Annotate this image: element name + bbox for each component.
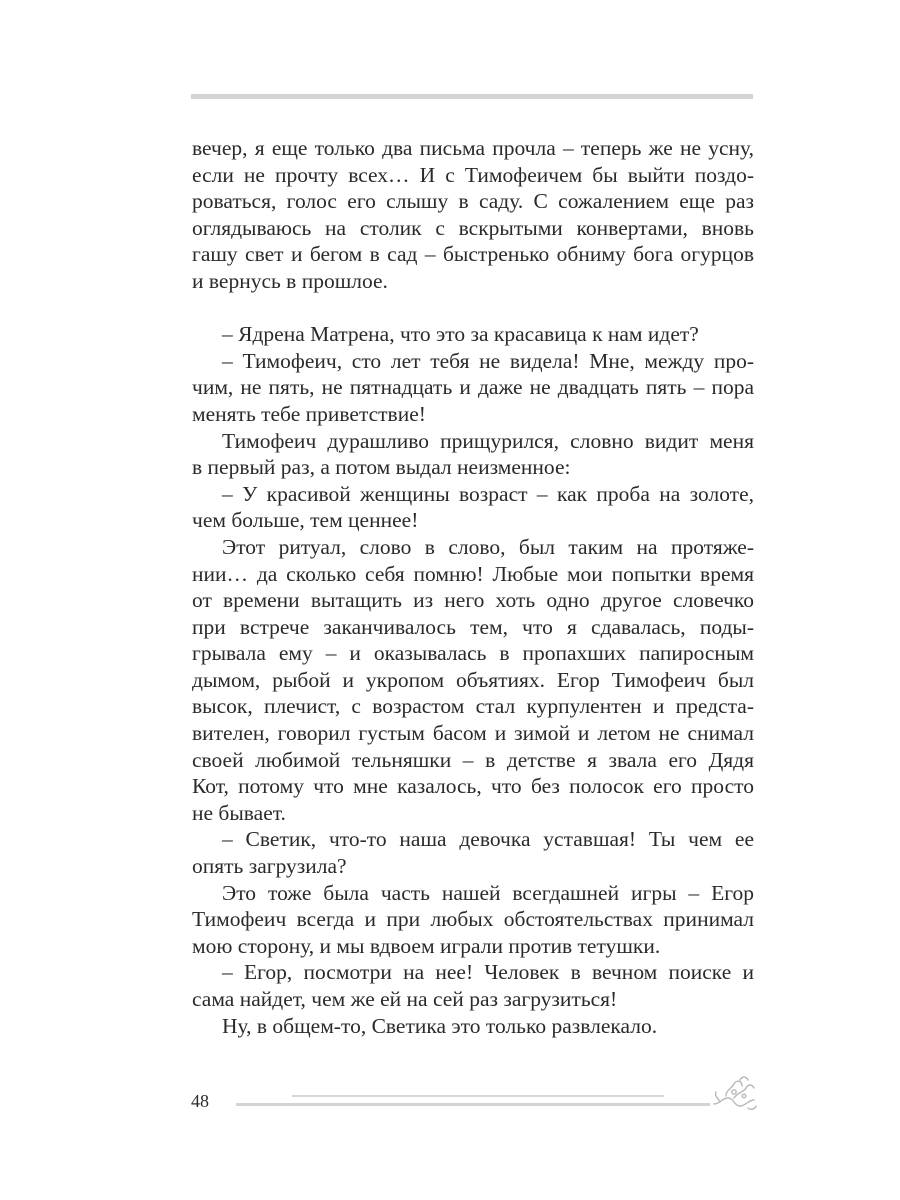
text-line: опять загрузила? [192,854,347,879]
text-line: не бывает. [192,800,286,825]
page-number: 48 [191,1091,209,1111]
text-line: вечер, я еще только два письма прочла – теперь же не усну, [192,136,754,160]
text-line: нии… да сколько себя помню! Любые мои попытки время [192,561,754,586]
text-line: сама найдет, чем же ей на сей раз загрузиться! [192,987,618,1011]
text-line: – У красивой женщины возраст – как проба на золоте, [222,481,754,506]
text-line: – Светик, что-то наша девочка уставшая! Ты чем ее [222,827,754,852]
text-line: Тимофеич всегда и при любых обстоятельствах принимал [192,907,754,932]
text-line: грывала ему – и оказывалась в пропахших папиросным [192,641,754,666]
text-line: в первый раз, а потом выдал неизменное: [192,455,571,480]
text-line: Ну, в общем-то, Светика это только развлекало. [222,1013,658,1038]
text-line: Тимофеич дурашливо прищурился, словно видит меня [222,428,754,453]
text-line: – Егор, посмотри на нее! Человек в вечном поиске и [222,960,754,985]
text-line: своей любимой тельняшки – в детстве я звала его Дядя [192,747,754,772]
text-line: при встрече заканчивалось тем, что я сдавалась, поды- [192,614,754,639]
footer-rule [236,1103,710,1106]
footer-rule-inner [292,1095,664,1097]
text-line: – Ядрена Матрена, что это за красавица к нам идет? [222,322,699,347]
text-line: менять тебе приветствие! [192,401,426,426]
text-line: чем больше, тем ценнее! [192,508,419,533]
text-line: Это тоже была часть нашей всегдашней игры – Егор [222,880,754,905]
text-line: – Тимофеич, сто лет тебя не видела! Мне, между про- [222,348,754,373]
text-line: Этот ритуал, слово в слово, был таким на протяже- [222,534,754,559]
text-line: роваться, голос его слышу в саду. С сожалением еще раз [192,189,754,214]
page-body-text [192,135,754,1039]
text-line: дымом, рыбой и укропом объятиях. Егор Тимофеич был [192,667,754,692]
text-line: чим, не пять, не пятнадцать и даже не двадцать пять – пора [192,375,754,400]
text-line: и вернусь в прошлое. [192,268,388,293]
header-rule [191,94,753,99]
paragraph-gap [192,295,754,322]
text-line: оглядываюсь на столик с вскрытыми конвертами, вновь [192,215,754,240]
text-line: от времени вытащить из него хоть одно другое словечко [192,588,754,613]
floral-ornament-icon [710,1074,758,1112]
text-line: мою сторону, и мы вдвоем играли против тетушки. [192,933,661,958]
text-line: вителен, говорил густым басом и зимой и летом не снимал [192,721,754,746]
text-line: Кот, потому что мне казалось, что без полосок его просто [192,774,754,799]
text-line: высок, плечист, с возрастом стал курпулентен и предста- [192,694,754,719]
text-line: если не прочту всех… И с Тимофеичем бы выйти поздо- [192,162,754,187]
text-line: гашу свет и бегом в сад – быстренько обниму бога огурцов [192,242,754,267]
